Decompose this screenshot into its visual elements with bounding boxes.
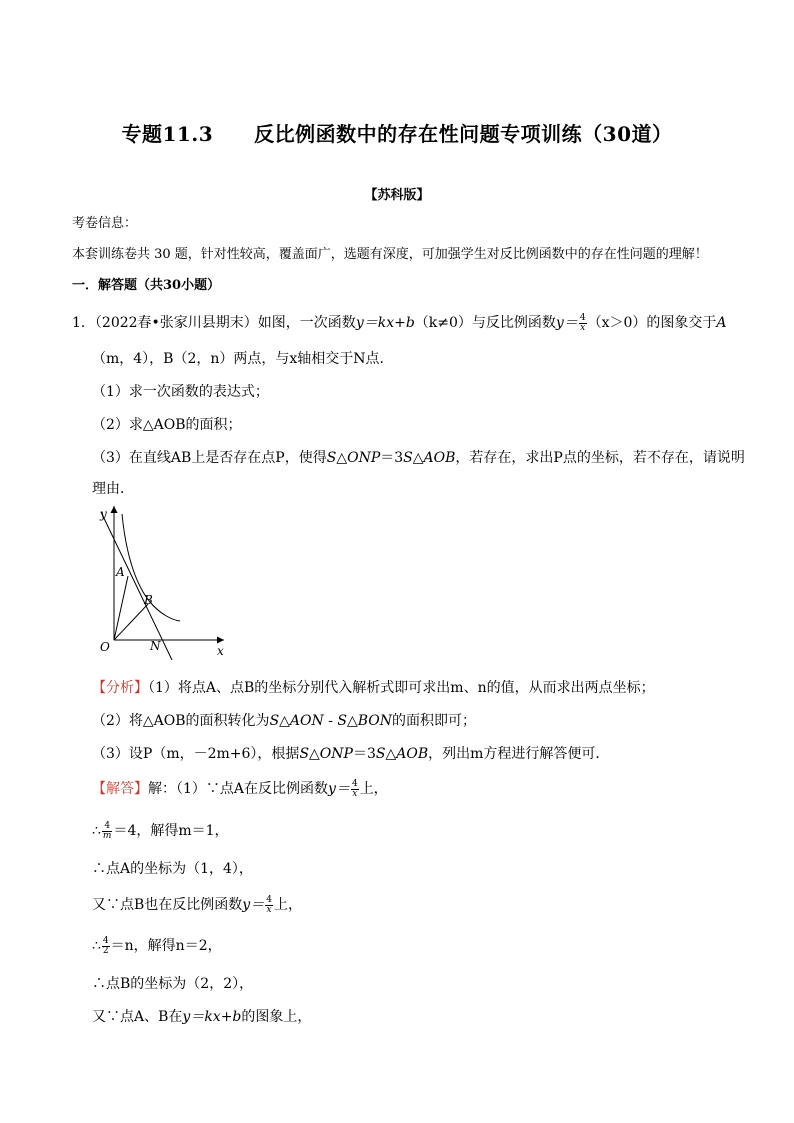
question-3: （3）在直线AB上是否存在点P，使得S△ONP＝3S△AOB，若存在，求出P点的坐标，若不存在，请说明: [92, 450, 745, 466]
line-ab: [101, 512, 172, 660]
segment-ob: [114, 604, 148, 640]
analysis-line-3: （3）设P（m，－2m+6），根据S△ONP＝3S△AOB，列出m方程进行解答便可．: [92, 746, 610, 762]
fraction-4-over-x: $\frac{4}{x}$: [266, 894, 272, 915]
fraction-4-over-x: $\frac{4}{x}$: [351, 778, 358, 799]
label-o: O: [100, 640, 110, 654]
k-condition: （k≠0）与反比例函数: [414, 315, 556, 331]
question-3-tail: 理由．: [92, 481, 134, 497]
info-heading: 考卷信息：: [72, 216, 138, 231]
problem-line-1: [72, 312, 727, 333]
solution-line-1: 【解答】解：（1）∵点A在反比例函数y＝ $\frac{4}{x}$ 上，: [92, 778, 388, 799]
label-a: A: [116, 565, 125, 579]
analysis-line-1: 【分析】（1）将点A、点B的坐标分别代入解析式即可求出m、n的值，从而求出两点坐标；: [92, 680, 655, 696]
fraction-4-over-2: $\frac{4}{2}$: [102, 935, 109, 956]
point-a-label: A: [716, 315, 727, 331]
linear-function: y＝kx+b: [355, 315, 415, 331]
fraction-4-over-m: $\frac{4}{m}$: [102, 820, 112, 841]
solution-line-6: ∴点B的坐标为（2，2），: [92, 976, 254, 992]
solution-line-7: 又∵点A、B在y＝kx+b的图象上，: [92, 1009, 312, 1025]
problem-number: 1．: [72, 315, 95, 331]
analysis-line-2: （2）将△AOB的面积转化为S△AON - S△BON的面积即可；: [92, 713, 477, 729]
solution-line-5: ∴ $\frac{4}{2}$ ＝n，解得n＝2，: [92, 935, 222, 956]
y-axis-arrow: [111, 506, 118, 513]
solution-line-4: 又∵点B也在反比例函数y＝ $\frac{4}{x}$ 上，: [92, 894, 302, 915]
fraction-4-over-x: $\frac{4}{x}$: [579, 312, 586, 333]
problem-intro: （2022春•张家川县期末）如图，一次函数: [94, 315, 356, 331]
edition-label: 【苏科版】: [364, 188, 430, 203]
question-1: （1）求一次函数的表达式；: [92, 384, 269, 400]
analysis-tag: 【分析】: [92, 680, 148, 696]
x-condition: （x＞0）的图象交于: [587, 315, 717, 331]
label-y: y: [100, 507, 107, 521]
function-graph-figure: [88, 500, 238, 665]
inverse-function-y: y＝: [555, 315, 578, 331]
solution-line-3: ∴点A的坐标为（1，4），: [92, 861, 253, 877]
x-axis-arrow: [217, 637, 224, 644]
label-x: x: [217, 644, 224, 658]
section-heading: 一．解答题（共30小题）: [72, 278, 221, 293]
info-description: 本套训练卷共 30 题，针对性较高，覆盖面广，选题有深度，可加强学生对反比例函数中的存在性问题的理解！: [72, 247, 708, 262]
segment-oa: [114, 576, 128, 640]
solution-tag: 【解答】: [92, 781, 148, 797]
page-title: 专题11.3 反比例函数中的存在性问题专项训练（30道）: [121, 122, 673, 146]
label-n: N: [150, 639, 161, 653]
question-2: （2）求△AOB的面积；: [92, 417, 242, 433]
label-b: B: [144, 593, 153, 607]
solution-line-2: ∴ $\frac{4}{m}$ ＝4，解得m＝1，: [92, 820, 229, 841]
problem-line-2: （m，4），B（2，n）两点，与x轴相交于N点．: [92, 351, 394, 367]
